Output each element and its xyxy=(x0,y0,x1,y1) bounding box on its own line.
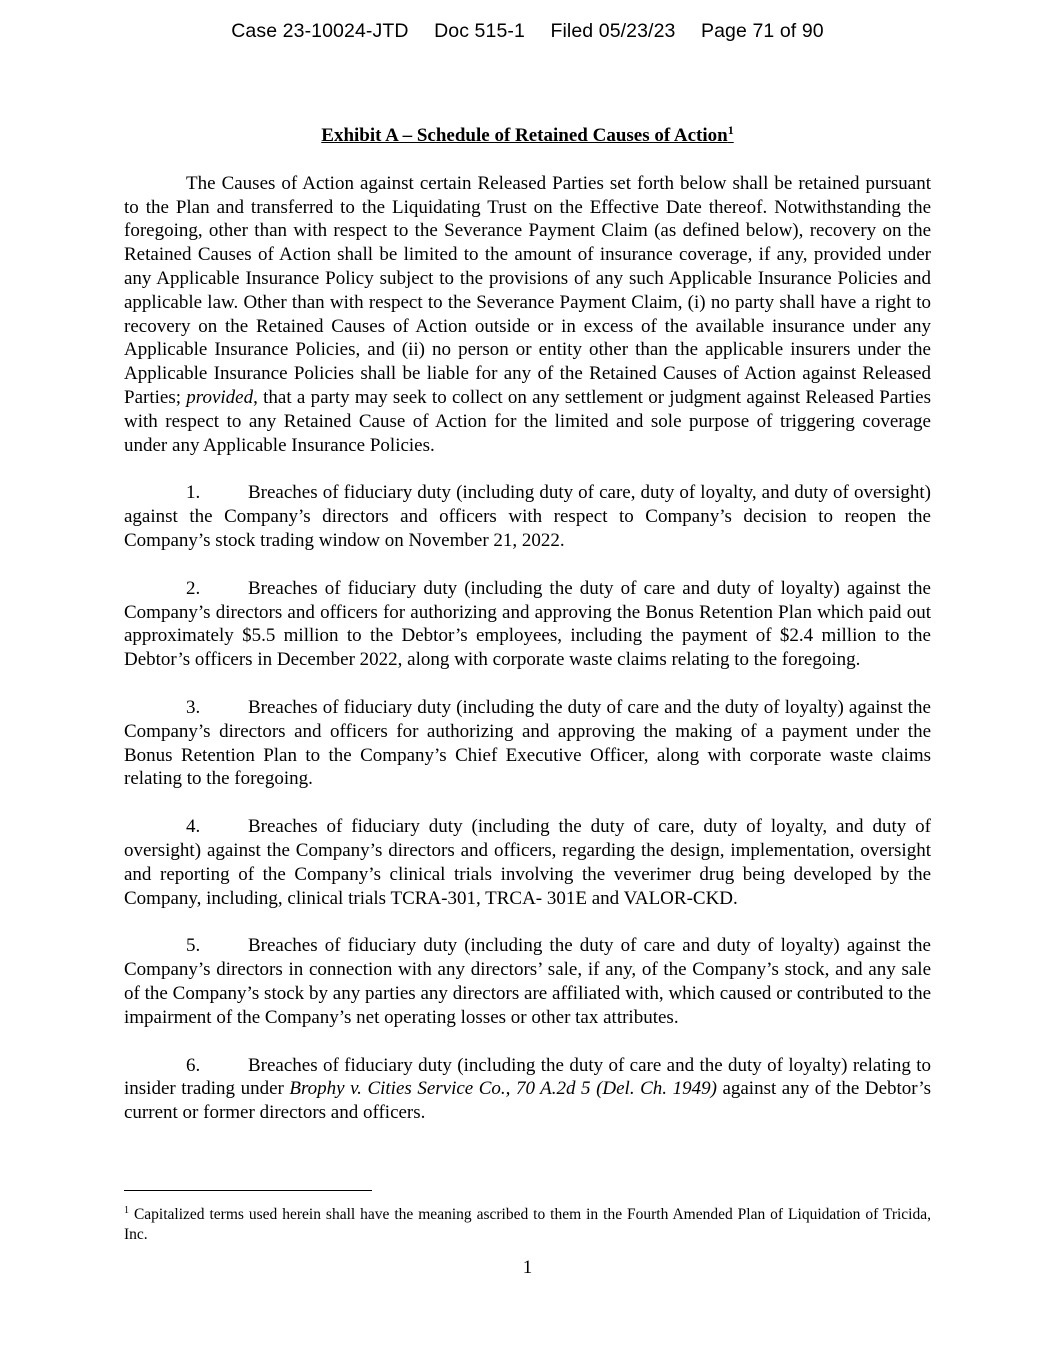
footnote xyxy=(124,1201,931,1245)
list-item xyxy=(124,934,931,1029)
item-number: 1. xyxy=(186,482,201,504)
footnote-text: Capitalized terms used herein shall have the meaning ascribed to them in the Fourth Amended Plan of Liquidation of Tricida, Inc. xyxy=(124,1206,931,1244)
case-number: Case 23-10024-JTD xyxy=(231,20,409,42)
item-number: 4. xyxy=(186,816,201,838)
filing-header xyxy=(0,20,1055,43)
document-body xyxy=(124,124,931,1149)
item-text-tail: against any of the Debtor’s current or former directors and officers. xyxy=(124,1078,931,1124)
item-text: Breaches of fiduciary duty (including the duty of care and the duty of loyalty) against the Company’s directors and officers for authorizing and approving the making of a payment under the Bonus Retention Plan to the Company’s Chief Executive Officer, along with corporate waste claims relating to the foregoing. xyxy=(124,696,931,790)
exhibit-title-text: Exhibit A – Schedule of Retained Causes of Action xyxy=(321,125,728,146)
title-footnote-ref[interactable]: 1 xyxy=(727,123,734,137)
footnote-ref: 1 xyxy=(124,1205,129,1216)
footnote-divider xyxy=(124,1190,372,1191)
item-number: 6. xyxy=(186,1054,201,1076)
item-text: Breaches of fiduciary duty (including the duty of care and duty of loyalty) against the Company’s directors in connection with any directors’ sale, if any, of the Company’s stock, and any sale of the Company’s stock by any parties any directors are affiliated with, which caused or contributed to the impairment of the Company’s net operating losses or other tax attributes. xyxy=(124,935,931,1028)
item-text: Breaches of fiduciary duty (including the duty of care and duty of loyalty) against the Company’s directors and officers for authorizing and approving the Bonus Retention Plan which paid out approximately $5.5 million to the Debtor’s employees, including the payment of $2.4 million to the Debtor’s officers in December 2022, along with corporate waste claims relating to the foregoing. xyxy=(124,577,931,671)
item-text: Breaches of fiduciary duty (including duty of care, duty of loyalty, and duty of oversight) against the Company’s directors and officers with respect to Company’s decision to reopen the Company’s stock trading window on November 21, 2022. xyxy=(124,482,931,551)
page-indicator: Page 71 of 90 xyxy=(701,20,824,42)
intro-text-b: , that a party may seek to collect on any settlement or judgment against Released Parties with respect to any Retained Cause of Action for the limited and sole purpose of triggering coverage under any Applicable Insurance Policies. xyxy=(124,386,931,456)
list-item xyxy=(124,815,931,910)
item-text: Breaches of fiduciary duty (including the duty of care, duty of loyalty, and duty of oversight) against the Company’s directors and officers, regarding the design, implementation, oversight and reporting of the Company’s clinical trials involving the veverimer drug being developed by the Company, including, clinical trials TCRA-301, TRCA- 301E and VALOR-CKD. xyxy=(124,816,931,909)
item-number: 3. xyxy=(186,696,201,718)
list-item xyxy=(124,481,931,552)
exhibit-title xyxy=(124,124,931,148)
item-number: 5. xyxy=(186,935,201,957)
list-item xyxy=(124,696,931,791)
page-number: 1 xyxy=(522,1257,533,1278)
intro-text-a: The Causes of Action against certain Released Parties set forth below shall be retained pursuant to the Plan and transferred to the Liquidating Trust on the Effective Date thereof. Notwithstanding the foregoing, other than with respect to the Severance Payment Claim (as defined below), recovery on the Retained Causes of Action shall be limited to the amount of insurance coverage, if any, provided under any Applicable Insurance Policy subject to the provisions of any such Applicable Insurance Policies and applicable law. Other than with respect to the Severance Payment Claim, (i) no party shall have a right to recovery on the Retained Causes of Action outside or in excess of the available insurance under any Applicable Insurance Policies, and (ii) no person or entity other than the applicable insurers under the Applicable Insurance Policies shall be liable for any of the Retained Causes of Action against Released Parties; xyxy=(124,172,931,408)
intro-italic: provided xyxy=(186,386,254,408)
case-citation: Brophy v. Cities Service Co., 70 A.2d 5 (Del. Ch. 1949) xyxy=(289,1078,717,1100)
intro-paragraph xyxy=(124,172,931,458)
item-text: Breaches of fiduciary duty (including the duty of care and the duty of loyalty) relating to insider trading under xyxy=(124,1054,931,1100)
list-item xyxy=(124,1054,931,1125)
filed-date: Filed 05/23/23 xyxy=(550,20,676,42)
list-item xyxy=(124,577,931,672)
doc-number: Doc 515-1 xyxy=(434,20,525,42)
item-number: 2. xyxy=(186,577,201,599)
